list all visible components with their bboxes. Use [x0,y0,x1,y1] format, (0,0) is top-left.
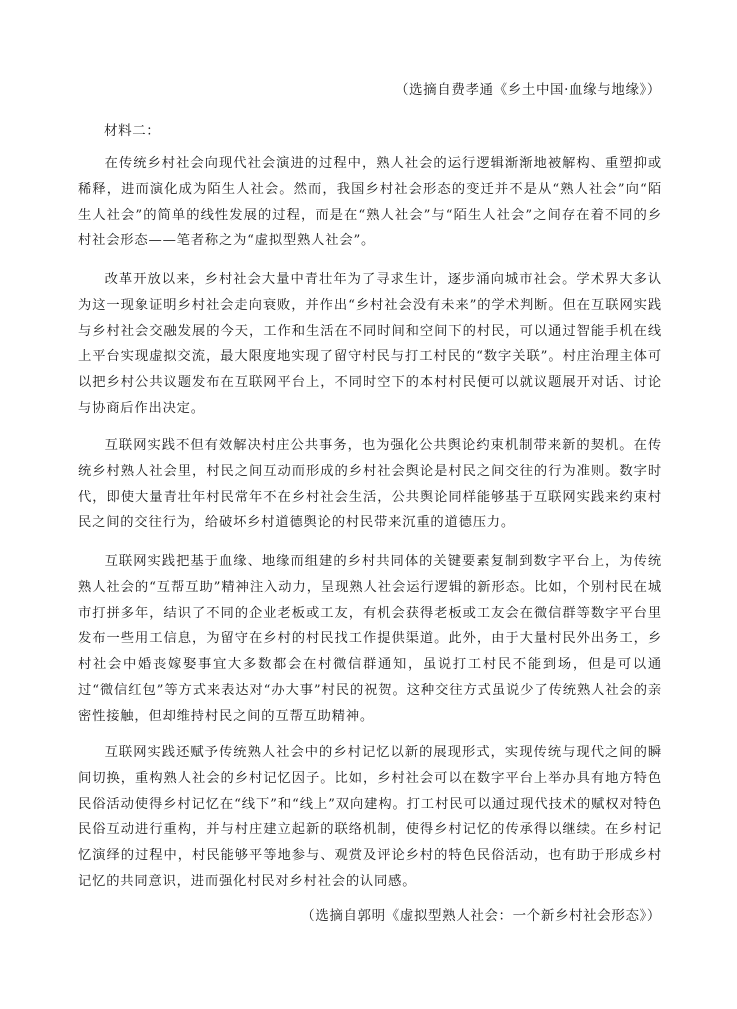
paragraph: 互联网实践把基于血缘、地缘而组建的乡村共同体的关键要素复制到数字平台上，为传统熟人社会的“互帮互助”精神注入动力，呈现熟人社会运行逻辑的新形态。比如，个别村民在城市打拼多年，结识了不同的企业老板或工友，有机会获得老板或工友会在微信群等数字平台里发布一些用工信息，为留守在乡村的村民找工作提供渠道。此外，由于大量村民外出务工，乡村社会中婚丧嫁娶事宜大多数都会在村微信群通知，虽说打工村民不能到场，但是可以通过“微信红包”等方式来表达对“办大事”村民的祝贺。这种交往方式虽说少了传统熟人社会的亲密性接触，但却维持村民之间的互帮互助精神。 [78,554,662,724]
source-citation-top: （选摘自费孝通《乡土中国·血缘与地缘》） [394,82,661,98]
paragraph: 互联网实践还赋予传统熟人社会中的乡村记忆以新的展现形式，实现传统与现代之间的瞬间切换，重构熟人社会的乡村记忆因子。比如，乡村社会可以在数字平台上举办具有地方特色民俗活动使得乡村记忆在“线下”和“线上”双向建构。打工村民可以通过现代技术的赋权对特色民俗互动进行重构，并与村庄建立起新的联络机制，使得乡村记忆的传承得以继续。在乡村记忆演绎的过程中，村民能够平等地参与、观赏及评论乡村的特色民俗活动，也有助于形成乡村记忆的共同意识，进而强化村民对乡村社会的认同感。 [78,745,662,889]
source-citation-bottom: （选摘自郭明《虚拟型熟人社会：一个新乡村社会形态》） [301,908,661,924]
paragraph: 互联网实践不但有效解决村庄公共事务，也为强化公共舆论约束机制带来新的契机。在传统乡村熟人社会里，村民之间互动而形成的乡村社会舆论是村民之间交往的行为准则。数字时代，即使大量青壮年村民常年不在乡村社会生活，公共舆论同样能够基于互联网实践来约束村民之间的交往行为，给破坏乡村道德舆论的村民带来沉重的道德压力。 [78,438,662,531]
paragraph: 改革开放以来，乡村社会大量中青壮年为了寻求生计，逐步涌向城市社会。学术界大多认为这一现象证明乡村社会走向衰败，并作出“乡村社会没有未来”的学术判断。但在互联网实践与乡村社会交融发展的今天，工作和生活在不同时间和空间下的村民，可以通过智能手机在线上平台实现虚拟交流，最大限度地实现了留守村民与打工村民的“数字关联”。村庄治理主体可以把乡村公共议题发布在互联网平台上，不同时空下的本村村民便可以就议题展开对话、讨论与协商后作出决定。 [78,272,662,416]
paragraph: 在传统乡村社会向现代社会演进的过程中，熟人社会的运行逻辑渐渐地被解构、重塑抑或稀释，进而演化成为陌生人社会。然而，我国乡村社会形态的变迁并不是从“熟人社会”向“陌生人社会”的简单的线性发展的过程，而是在“熟人社会”与“陌生人社会”之间存在着不同的乡村社会形态——笔者称之为“虚拟型熟人社会”。 [78,156,662,249]
material-label: 材料二： [104,123,161,139]
